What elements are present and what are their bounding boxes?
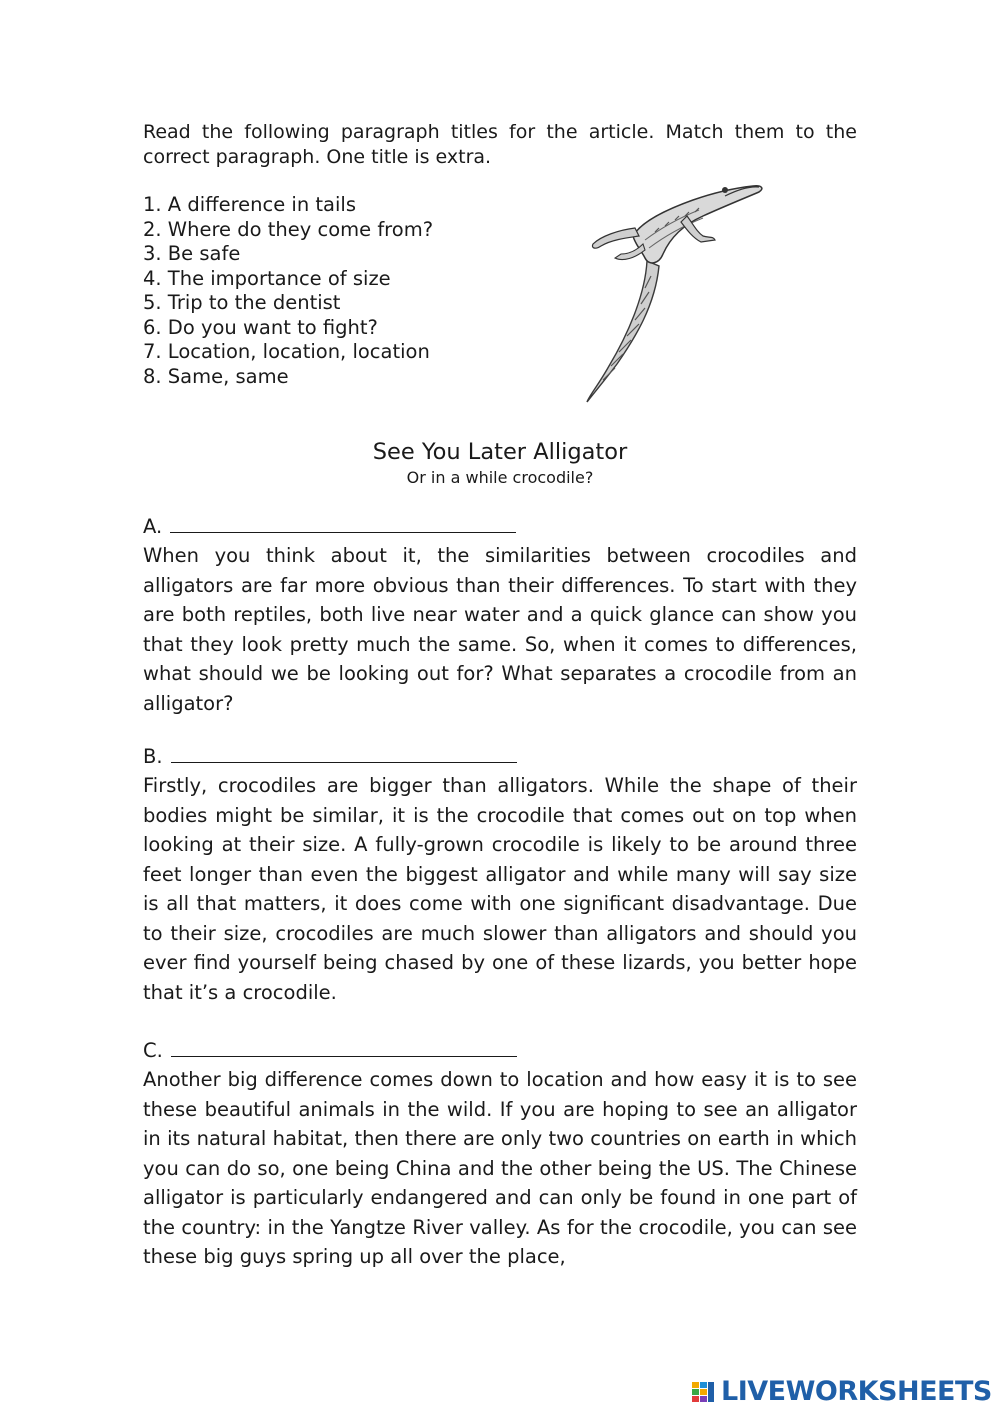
paragraph-text: Firstly, crocodiles are bigger than alligators. While the shape of their bodies might be similar, it is the crocodile that comes out on top when looking at their size. A fully-grown crocodile is likely to be around three feet longer than even the biggest alligator and while many will say size is all that matters, it does come with one significant disadvantage. Due to their size, crocodiles are much slower than alligators and should you ever find yourself being chased by one of these lizards, you better hope that it’s a crocodile.	[143, 774, 857, 1004]
liveworksheets-logo-icon	[692, 1380, 718, 1404]
article-title: See You Later Alligator	[372, 439, 628, 465]
paragraph-titles-list	[143, 193, 433, 389]
instructions: Read the following paragraph titles for the article. Match them to the correct paragraph. One title is extra.	[143, 121, 857, 168]
title-option: 1. A difference in tails	[143, 193, 356, 216]
paragraph-a	[143, 512, 857, 718]
title-answer-blank[interactable]	[171, 1038, 517, 1057]
liveworksheets-logo	[692, 1376, 992, 1408]
paragraph-text: When you think about it, the similarities between crocodiles and alligators are far more obvious than their differences. To start with they are both reptiles, both live near water and a quick glance can show you that they look pretty much the same. So, when it comes to differences, what should we be looking out for? What separates a crocodile from an alligator?	[143, 544, 857, 715]
logo-text: LIVEWORKSHEETS	[721, 1376, 992, 1407]
paragraph-letter: C.	[143, 1039, 163, 1062]
title-option: 3. Be safe	[143, 242, 241, 265]
paragraph-letter: A.	[143, 515, 163, 538]
title-option: 6. Do you want to fight?	[143, 315, 378, 339]
paragraph-c	[143, 1036, 857, 1272]
crocodile-illustration	[575, 166, 770, 406]
title-option: 4. The importance of size	[143, 266, 391, 290]
title-answer-blank[interactable]	[171, 744, 517, 763]
article-subtitle: Or in a while crocodile?	[406, 468, 594, 487]
paragraph-heading	[143, 742, 857, 771]
title-option: 8. Same, same	[143, 364, 289, 388]
title-answer-blank[interactable]	[170, 514, 516, 533]
paragraph-heading	[143, 1036, 857, 1065]
paragraph-letter: B.	[143, 745, 163, 768]
paragraph-heading	[143, 512, 857, 541]
title-option: 7. Location, location, location	[143, 340, 430, 363]
title-option: 2. Where do they come from?	[143, 217, 434, 241]
paragraph-text: Another big difference comes down to location and how easy it is to see these beautiful animals in the wild. If you are hoping to see an alligator in its natural habitat, then there are only two countries on earth in which you can do so, one being China and the other being the US. The Chinese alligator is particularly endangered and can only be found in one part of the country: in the Yangtze River valley. As for the crocodile, you can see these big guys spring up all over the place,	[143, 1068, 857, 1268]
title-option: 5. Trip to the dentist	[143, 291, 341, 314]
paragraph-b	[143, 742, 857, 1007]
